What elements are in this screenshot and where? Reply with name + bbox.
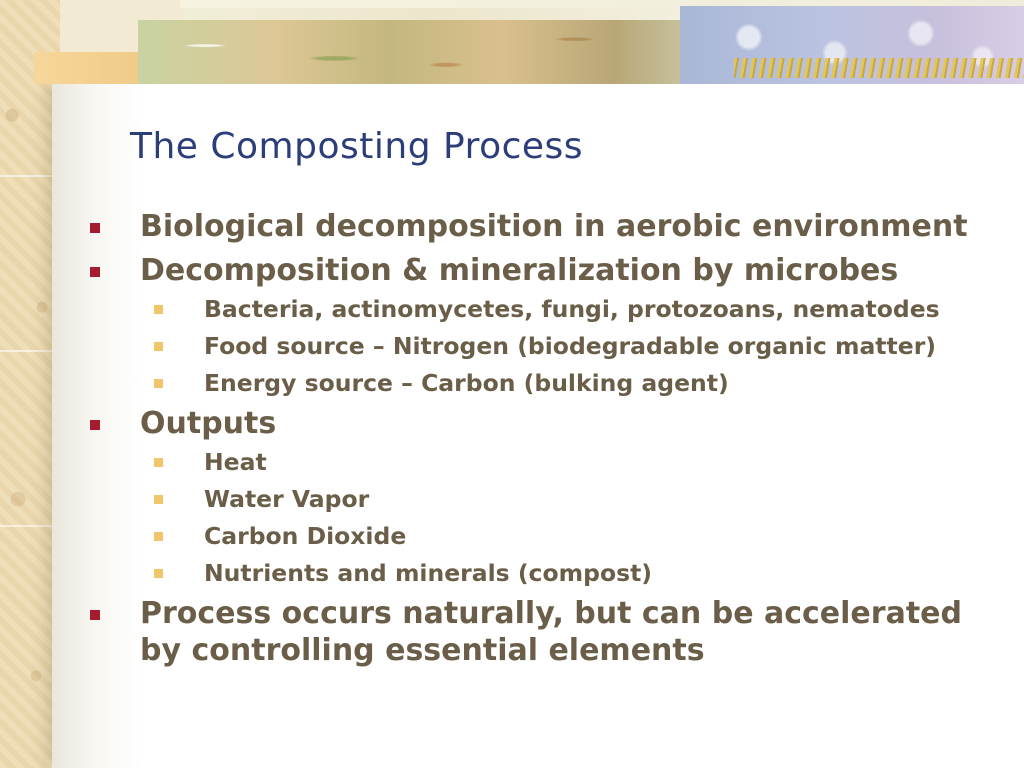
parchment-seam [0,350,60,352]
sub-bullet-text: Bacteria, actinomycetes, fungi, protozoans, nematodes [204,295,940,323]
parchment-seam [0,525,60,527]
square-bullet-icon [90,420,100,430]
square-sub-bullet-icon [154,495,163,504]
square-sub-bullet-icon [154,342,163,351]
bullet-item [86,595,986,669]
banner-wheat-image [734,58,1024,78]
bullet-text: Process occurs naturally, but can be accelerated by controlling essential elements [140,596,962,668]
sub-bullet-list [86,447,986,589]
sub-bullet-text: Carbon Dioxide [204,522,407,550]
parchment-border [0,0,60,768]
bullet-text: Decomposition & mineralization by microbes [140,253,899,288]
bullet-item [86,252,986,289]
bullet-text: Biological decomposition in aerobic environment [140,209,968,244]
bullet-item [86,405,986,442]
square-sub-bullet-icon [154,458,163,467]
sub-bullet-item [86,331,986,362]
sub-bullet-item [86,558,986,589]
square-bullet-icon [90,610,100,620]
banner-leaves-image [138,20,698,84]
decorative-banner [34,0,1024,86]
bullet-list [86,208,986,676]
sub-bullet-text: Water Vapor [204,485,370,513]
square-bullet-icon [90,267,100,277]
sub-bullet-text: Food source – Nitrogen (biodegradable organic matter) [204,332,937,360]
bullet-text: Outputs [140,406,277,441]
sub-bullet-item [86,484,986,515]
sub-bullet-list [86,294,986,399]
sub-bullet-text: Energy source – Carbon (bulking agent) [204,369,729,397]
bullet-item [86,208,986,245]
square-bullet-icon [90,223,100,233]
parchment-seam [0,175,60,177]
banner-peach-tile [34,52,154,84]
square-sub-bullet-icon [154,569,163,578]
square-sub-bullet-icon [154,379,163,388]
square-sub-bullet-icon [154,305,163,314]
sub-bullet-item [86,294,986,325]
sub-bullet-text: Heat [204,448,267,476]
sub-bullet-item [86,521,986,552]
slide-title: The Composting Process [130,126,584,167]
sub-bullet-text: Nutrients and minerals (compost) [204,559,653,587]
sub-bullet-item [86,447,986,478]
square-sub-bullet-icon [154,532,163,541]
sub-bullet-item [86,368,986,399]
